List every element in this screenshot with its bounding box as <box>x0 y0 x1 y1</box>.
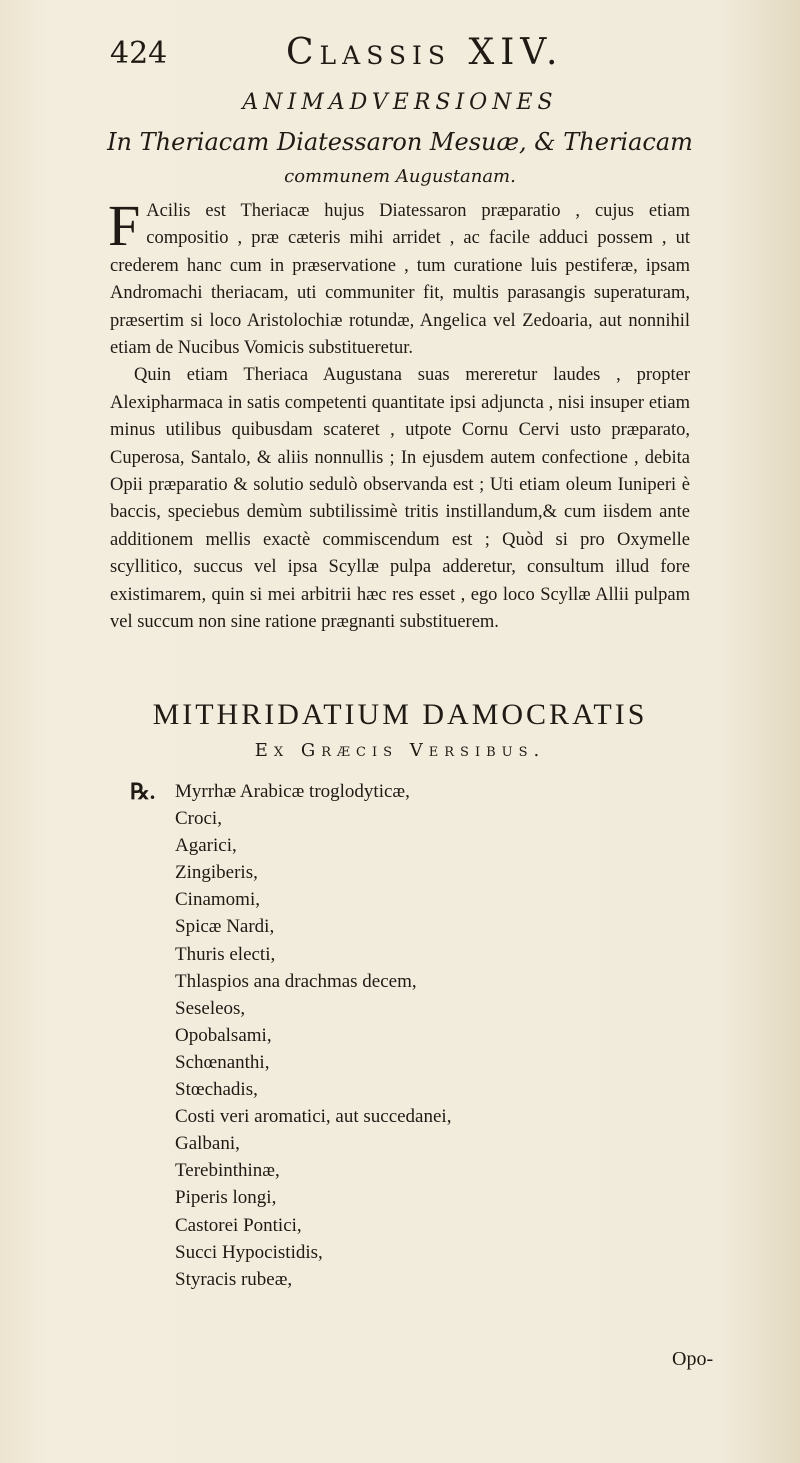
ingredient-item: Croci, <box>175 808 222 830</box>
page-header <box>110 32 710 76</box>
paragraph-1-text: Acilis est Theriacæ hujus Diatessaron præparatio , cujus etiam compositio , præ cæteris mihi arridet , ac facile adduci possem , ut crederem hanc cum in præservatione , tum curatione luis pestiferæ, ipsam Andromachi theriacam, uti communiter fit, multis parasangis superaturam, præsertim si loco Aristolochiæ rotundæ, Angelica vel Zedoaria, aut nonnihil etiam de Nucibus Vomicis substitueretur. <box>110 201 690 359</box>
recipe-title: MITHRIDATIUM DAMOCRATIS <box>152 698 648 731</box>
ingredient-item: Schœnanthi, <box>175 1051 270 1073</box>
ingredient-item: Castorei Pontici, <box>175 1214 302 1236</box>
section-subtitle-line2: communem Augustanam. <box>284 166 516 187</box>
section-subtitle-line1: In Theriacam Diatessaron Mesuæ, & Theriacam <box>107 128 693 156</box>
ingredient-item: Seseleos, <box>175 997 246 1019</box>
recipe-subtitle: Ex Græcis Versibus. <box>254 740 546 761</box>
recipe-block <box>130 778 650 1293</box>
ingredient-item: Zingiberis, <box>175 862 258 884</box>
ingredient-item: Stœchadis, <box>175 1079 258 1101</box>
drop-cap: F <box>108 193 141 258</box>
ingredient-item: Thuris electi, <box>175 943 276 965</box>
ingredient-item: Opobalsami, <box>175 1024 272 1046</box>
commentary-text <box>108 193 690 637</box>
ingredient-item: Terebinthinæ, <box>175 1160 280 1182</box>
paragraph-2: Quin etiam Theriaca Augustana suas mereretur laudes , propter Alexipharmaca in satis competenti quantitate ipsi adjuncta , nisi insuper etiam minus utilibus quibusdam scateret , utpote Cornu Cervi usto præparato, Cuperosa, Santalo, & aliis nonnullis ; In ejusdem autem confectione , debita Opii præparatio & solutio sedulò observanda est ; Uti etiam oleum Iuniperi è baccis, speciebus demùm subtilissimè tritis instillandum,& cum iisdem ante additionem mellis exactè commiscendum est ; Quòd si pro Oxymelle scyllitico, succus vel ipsa Scyllæ pulpa adderetur, consultum illud fore existimarem, quin si mei arbitrii hæc res esset , ego loco Scyllæ Allii pulpam vel succum non sine ratione prægnanti substituerem. <box>110 365 690 633</box>
running-title: Classis XIV. <box>286 32 564 73</box>
ingredient-item: Galbani, <box>175 1133 240 1155</box>
catchword: Opo- <box>672 1348 714 1370</box>
ingredient-item: Costi veri aromatici, aut succedanei, <box>175 1106 452 1128</box>
ingredient-item: Cinamomi, <box>175 889 260 911</box>
section-heading: ANIMADVERSIONES <box>242 90 558 115</box>
ingredient-item: Piperis longi, <box>175 1187 277 1209</box>
ingredient-item: Myrrhæ Arabicæ troglodyticæ, <box>175 781 410 802</box>
ingredient-list <box>130 778 650 1293</box>
ingredient-item: Styracis rubeæ, <box>175 1268 293 1290</box>
paragraph-1 <box>108 193 690 362</box>
ingredient-item: Agarici, <box>175 835 237 857</box>
ingredient-item: Spicæ Nardi, <box>175 916 275 938</box>
ingredient-item: Thlaspios ana drachmas decem, <box>175 970 417 992</box>
ingredient-item: Succi Hypocistidis, <box>175 1241 323 1263</box>
recipe-symbol: ℞. <box>130 779 156 804</box>
page-number: 424 <box>110 36 168 71</box>
